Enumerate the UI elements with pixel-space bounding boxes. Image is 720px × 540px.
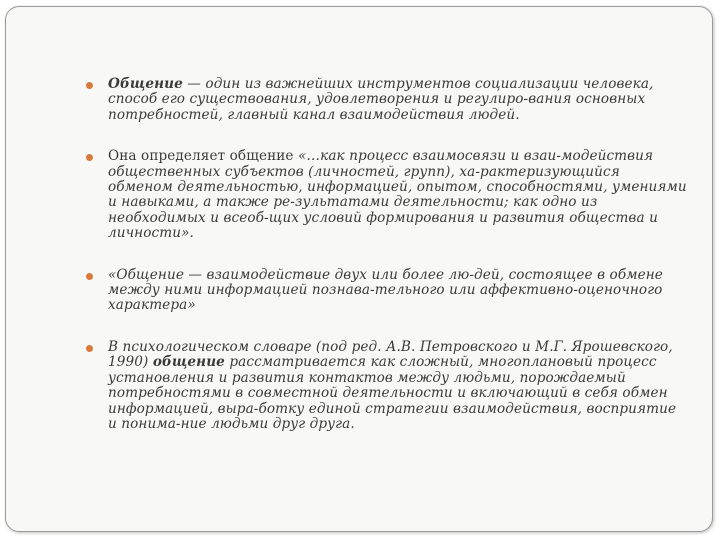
bullet-lead: Она определяет общение	[108, 148, 298, 165]
bullet-text-before: В психологическом словаре (под ред. А.В. Петровского и М.Г. Ярошевского, 1990)	[108, 338, 673, 371]
bullet-item-2	[84, 149, 689, 241]
bullet-text: — один из важнейших инструментов социализации человека, способ его существования, удовлетворения и регулиро-вания основных потребностей, главный канал взаимодействия людей.	[108, 76, 654, 123]
bullet-item-1	[84, 77, 689, 123]
slide	[5, 6, 713, 532]
bullet-dot-icon	[86, 154, 93, 161]
bullet-list	[84, 77, 689, 458]
bullet-quote: «…как процесс взаимосвязи и взаи-модействия общественных субъектов (личностей, групп), ха-рактеризующийся обменом деятельностью, информацией, опытом, способностями, умениями и навыками, а также ре-зультатами деятельности; как одно из необходимых и всеоб-щих условий формирования и развития общества и личности».	[108, 148, 687, 242]
bullet-item-4	[84, 340, 689, 432]
bullet-dot-icon	[86, 345, 93, 352]
bullet-quote: «Общение — взаимодействие двух или более лю-дей, состоящее в обмене между ними информацией познава-тельного или аффективно-оценочного характера»	[108, 266, 663, 314]
term-bold: Общение	[108, 76, 183, 92]
bullet-dot-icon	[86, 273, 93, 280]
bullet-dot-icon	[86, 82, 93, 89]
term-bold: общение	[152, 354, 225, 371]
bullet-text-after: рассматривается как сложный, многоплановый процесс установления и развития контактов между людьми, порождаемый потребностями в совместной деятельности и включающий в себя обмен информацией, выра-ботку единой стратегии взаимодействия, восприятие и понима-ние людьми друг друга.	[108, 354, 677, 432]
bullet-item-3	[84, 268, 689, 314]
